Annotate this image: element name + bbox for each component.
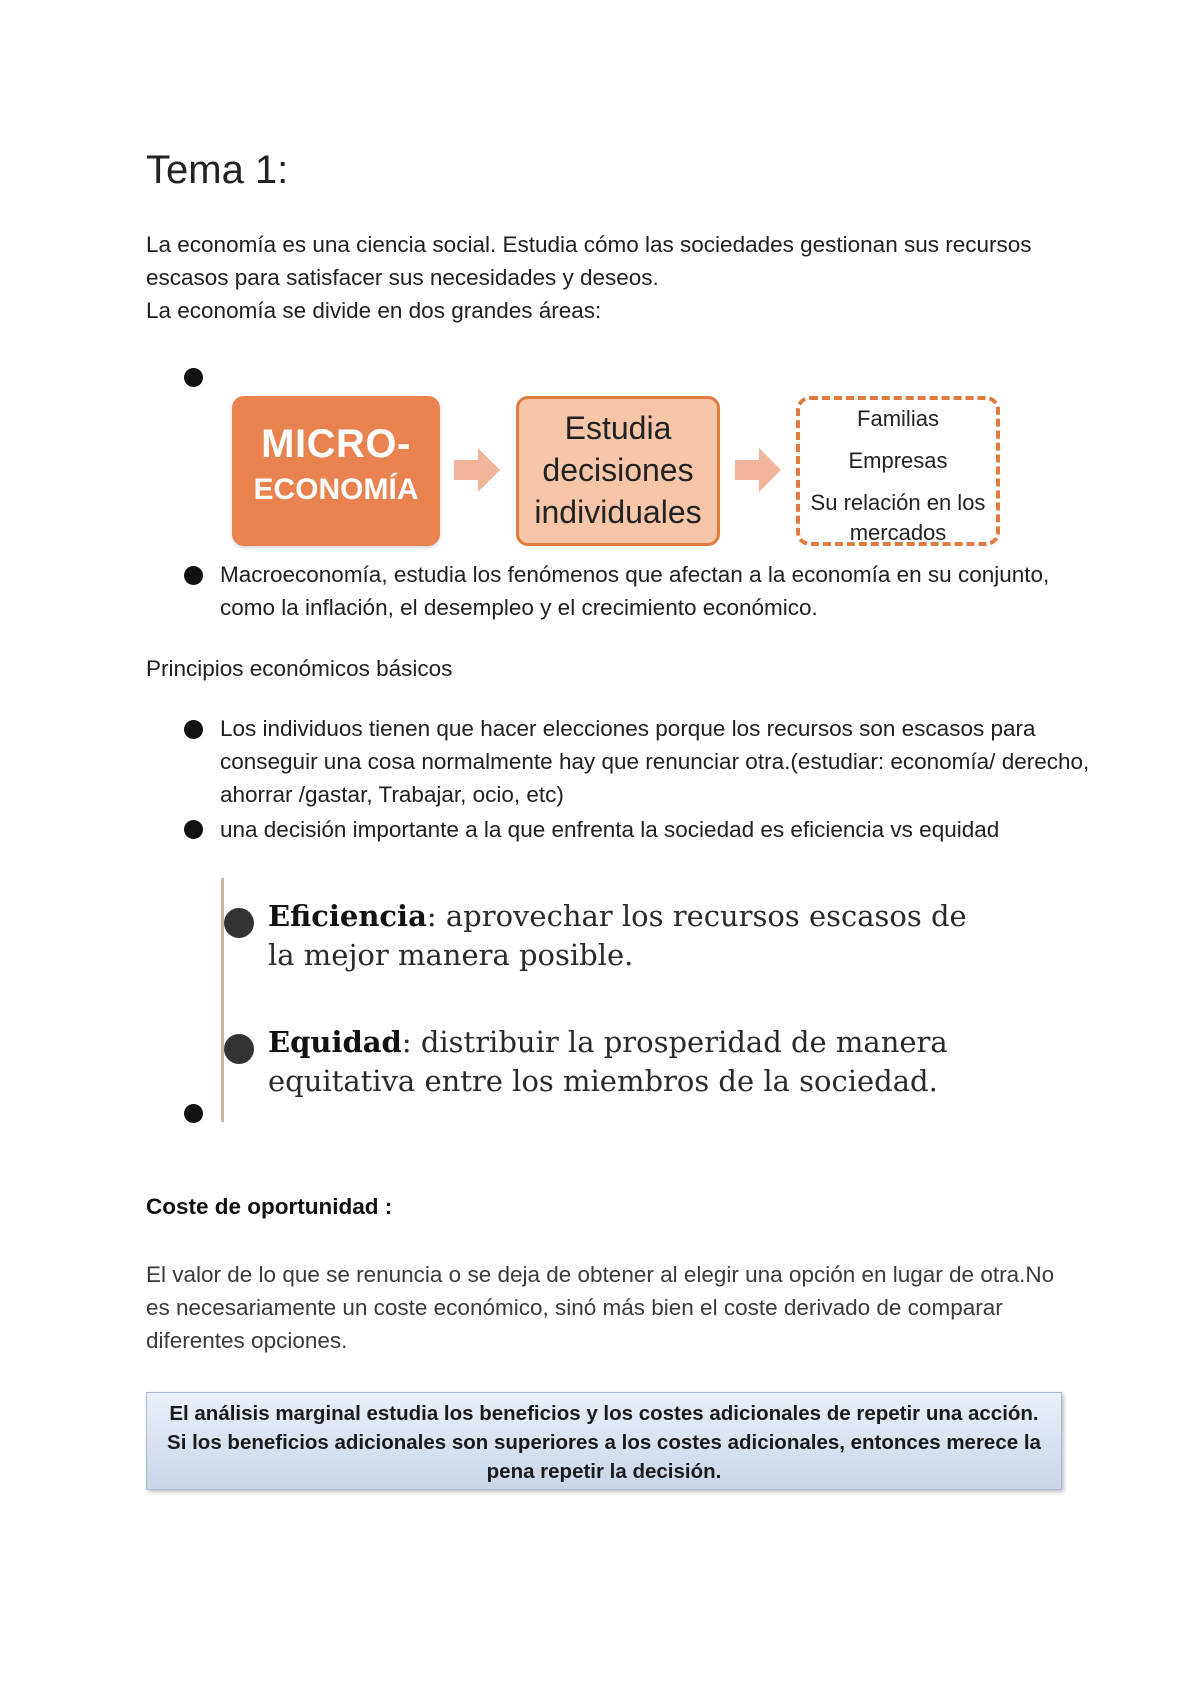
inset-border	[221, 878, 224, 1122]
estudia-line: decisiones	[542, 452, 694, 488]
bullet-micro	[184, 368, 203, 387]
eficiencia-text: : aprovechar los recursos escasos de la mejor manera posible.	[268, 899, 967, 972]
estudia-line: individuales	[534, 494, 702, 530]
bullet-principle-1	[184, 720, 203, 739]
equidad-term: Equidad	[268, 1025, 402, 1059]
principles-heading: Principios económicos básicos	[146, 656, 453, 681]
coste-heading: Coste de oportunidad :	[146, 1194, 393, 1219]
bullet-eficiencia	[224, 908, 254, 938]
agent-line: Su relación en los	[810, 490, 986, 515]
micro-economia-box	[232, 396, 440, 546]
equidad-definition	[268, 1023, 988, 1101]
arrow-right-icon	[735, 448, 781, 492]
estudia-line: Estudia	[564, 410, 672, 446]
agent-line: Empresas	[848, 448, 948, 473]
micro-label: MICRO-	[261, 422, 411, 466]
estudia-box	[516, 396, 720, 546]
agent-line: Familias	[857, 406, 939, 431]
marginal-analysis-callout: El análisis marginal estudia los beneficios y los costes adicionales de repetir una acción. Si los beneficios adicionales son superiores a los costes adicionales, entonces merece la pena repetir la decisión.	[146, 1392, 1062, 1490]
bullet-equidad	[224, 1034, 254, 1064]
principle-item-2: una decisión importante a la que enfrenta la sociedad es eficiencia vs equidad	[220, 817, 1000, 842]
principle-item-1: Los individuos tienen que hacer elecciones porque los recursos son escasos para conseguir una cosa normalmente hay que renunciar otra.(estudiar: economía/ derecho, ahorrar /gastar, Trabajar, ocio, etc)	[220, 716, 1090, 807]
macro-item: Macroeconomía, estudia los fenómenos que afectan a la economía en su conjunto, como la inflación, el desempleo y el crecimiento económico.	[220, 562, 1050, 620]
economia-label: ECONOMÍA	[253, 473, 419, 506]
coste-text: El valor de lo que se renuncia o se deja de obtener al elegir una opción en lugar de otra.No es necesariamente un coste económico, sinó más bien el coste derivado de comparar diferentes opciones.	[146, 1262, 1055, 1353]
eficiencia-definition	[268, 897, 988, 975]
bullet-empty	[184, 1104, 203, 1123]
bullet-principle-2	[184, 820, 203, 839]
equidad-text: : distribuir la prosperidad de manera equitativa entre los miembros de la sociedad.	[268, 1025, 948, 1098]
page-title: Tema 1:	[146, 148, 289, 192]
arrow-right-icon	[454, 448, 500, 492]
agents-box	[796, 396, 1000, 546]
areas-line: La economía se divide en dos grandes áreas:	[146, 298, 602, 323]
eficiencia-term: Eficiencia	[268, 899, 427, 933]
intro-paragraph: La economía es una ciencia social. Estudia cómo las sociedades gestionan sus recursos escasos para satisfacer sus necesidades y deseos.	[146, 232, 1032, 290]
agent-line: mercados	[849, 520, 947, 545]
bullet-macro	[184, 566, 203, 585]
